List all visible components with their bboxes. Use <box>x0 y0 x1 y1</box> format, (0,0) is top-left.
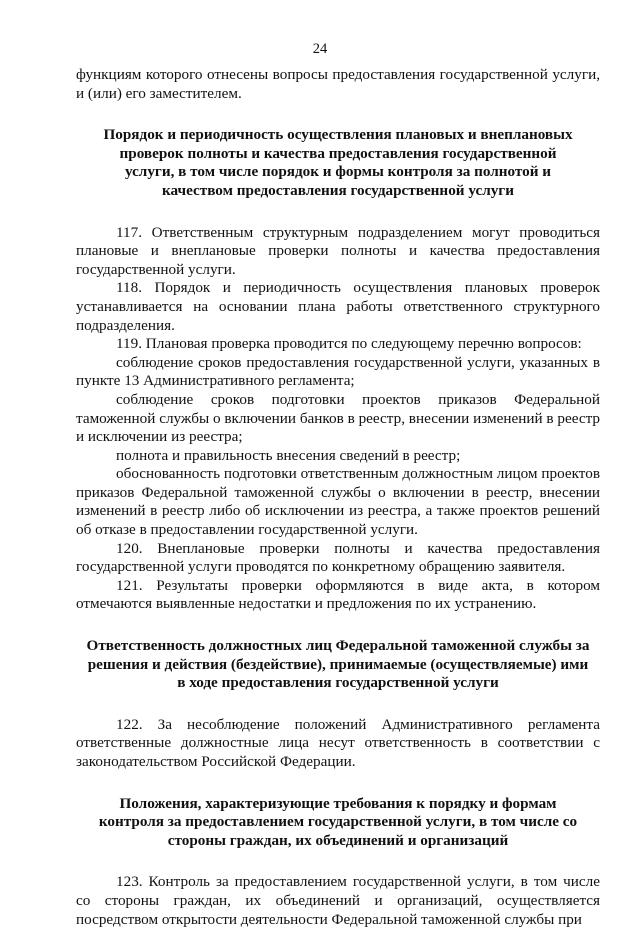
section-heading-public-control: Положения, характеризующие требования к порядку и формам контроля за предоставлением государственной услуги, в том числе со стороны граждан, их объединений и организаций <box>98 794 578 849</box>
section-heading-control-checks: Порядок и периодичность осуществления плановых и внеплановых проверок полноты и качества предоставления государственной услуги, в том числе порядок и формы контроля за полнотой и качеством предоставления государственной услуги <box>103 126 573 199</box>
paragraph-119: 119. Плановая проверка проводится по следующему перечню вопросов: <box>116 335 582 353</box>
intro-paragraph: функциям которого отнесены вопросы предоставления государственной услуги, и (или) его заместителем. <box>76 66 600 102</box>
paragraph-120: 120. Внеплановые проверки полноты и качества предоставления государственной услуги проводятся по конкретному обращению заявителя. <box>76 539 600 576</box>
page-content <box>76 66 600 929</box>
paragraph-119-item-1: соблюдение сроков предоставления государственной услуги, указанных в пункте 13 Административного регламента; <box>76 353 600 390</box>
paragraph-117: 117. Ответственным структурным подразделением могут проводиться плановые и внеплановые проверки полноты и качества предоставления государственной услуги. <box>76 223 600 278</box>
paragraph-119-item-2: соблюдение сроков подготовки проектов приказов Федеральной таможенной службы о включении банков в реестр, внесении изменений в реестр и исключении из реестра; <box>76 390 600 446</box>
section-heading-responsibility: Ответственность должностных лиц Федеральной таможенной службы за решения и действия (бездействие), принимаемые (осуществляемые) ими в ходе предоставления государственной услуги <box>86 637 590 692</box>
paragraph-119-item-3: полнота и правильность внесения сведений в реестр; <box>116 446 461 464</box>
paragraph-118: 118. Порядок и периодичность осуществления плановых проверок устанавливается на основании плана работы ответственного структурного подразделения. <box>76 279 600 334</box>
paragraph-121: 121. Результаты проверки оформляются в виде акта, в котором отмечаются выявленные недостатки и предложения по их устранению. <box>76 576 600 613</box>
paragraph-122: 122. За несоблюдение положений Административного регламента ответственные должностные лица несут ответственность в соответствии с законодательством Российской Федерации. <box>76 715 600 770</box>
paragraph-123: 123. Контроль за предоставлением государственной услуги, в том числе со стороны граждан, их объединений и организаций, осуществляется посредством открытости деятельности Федеральной таможенной службы при <box>76 873 600 928</box>
page-number: 24 <box>312 41 328 57</box>
paragraph-119-item-4: обоснованность подготовки ответственным должностным лицом проектов приказов Федеральной таможенной службы о включении в реестр, внесении изменений в реестр либо об исключении из реестра, а также проектов решений об отказе в предоставлении государственной услуги. <box>76 465 600 539</box>
